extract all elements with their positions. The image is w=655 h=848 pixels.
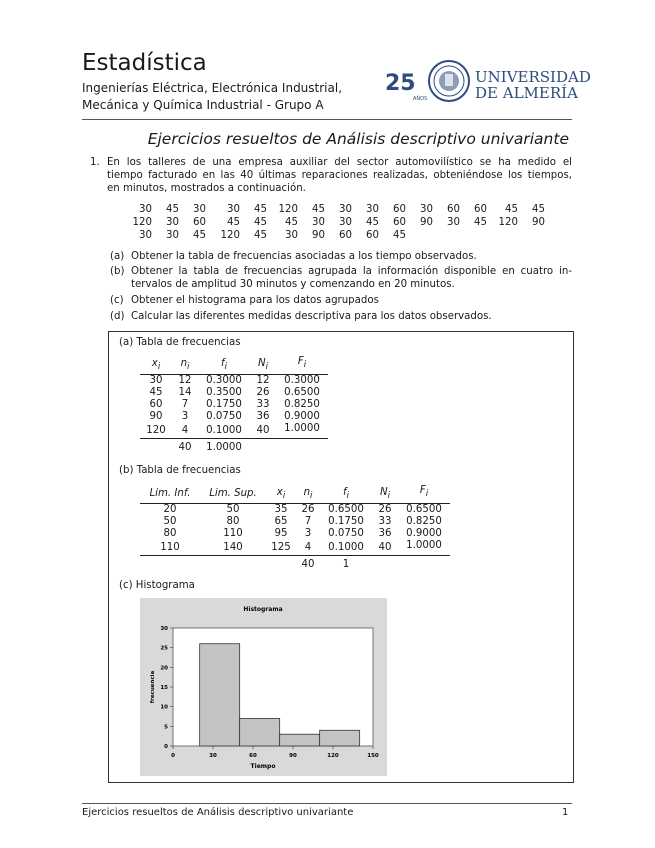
data-value: 30 bbox=[339, 217, 352, 228]
data-value: 60 bbox=[193, 217, 206, 228]
cell: 0.6500 bbox=[284, 387, 320, 399]
problem-intro-line2: tiempo facturado en las 40 últimas reparaciones realizadas, obteniéndose los tiempos, bbox=[107, 170, 572, 181]
logo-name-line1: UNIVERSIDAD bbox=[475, 68, 591, 86]
x-tick-label: 60 bbox=[249, 753, 257, 759]
cell: 3 bbox=[181, 411, 189, 423]
data-value: 45 bbox=[254, 230, 267, 241]
cell: 7 bbox=[304, 516, 312, 528]
cell: 95 bbox=[274, 528, 288, 540]
cell: 4 bbox=[181, 424, 189, 436]
document-title: Estadística bbox=[82, 50, 207, 76]
page-number: 1 bbox=[562, 807, 569, 818]
x-axis-label: Tiempo bbox=[250, 763, 276, 770]
header-rule bbox=[82, 119, 572, 120]
course-subtitle-line2: Mecánica y Química Industrial - Grupo A bbox=[82, 98, 324, 112]
cell: 0.8250 bbox=[284, 399, 320, 411]
cell: 65 bbox=[274, 516, 288, 528]
data-value: 90 bbox=[312, 230, 325, 241]
total-f: 1 bbox=[342, 559, 350, 571]
data-value: 30 bbox=[285, 230, 298, 241]
data-value: 60 bbox=[393, 217, 406, 228]
data-value: 30 bbox=[193, 204, 206, 215]
data-value: 90 bbox=[532, 217, 545, 228]
histogram-bar bbox=[280, 734, 320, 746]
data-value: 90 bbox=[420, 217, 433, 228]
course-subtitle-line1: Ingenierías Eléctrica, Electrónica Industrial, bbox=[82, 81, 343, 95]
cell: 90 bbox=[149, 411, 163, 423]
data-value: 45 bbox=[393, 230, 406, 241]
chart-title: Histograma bbox=[243, 606, 283, 613]
data-value: 30 bbox=[339, 204, 352, 215]
data-value: 45 bbox=[227, 217, 240, 228]
cell: 3 bbox=[304, 528, 312, 540]
frequency-table-b bbox=[140, 485, 450, 571]
university-seal-icon bbox=[429, 61, 469, 101]
table-row bbox=[140, 540, 450, 556]
cell: 33 bbox=[378, 516, 392, 528]
header-xi: $x_i$ bbox=[151, 357, 161, 372]
x-tick-label: 120 bbox=[327, 753, 339, 759]
cell: 30 bbox=[149, 375, 163, 387]
table-total-row bbox=[140, 439, 328, 455]
cell: 36 bbox=[256, 411, 270, 423]
data-value: 120 bbox=[220, 230, 240, 241]
item-text: Calcular las diferentes medidas descriptiva para los datos observados. bbox=[131, 311, 492, 322]
cell: 50 bbox=[226, 504, 240, 516]
histogram-title-label: (c) Histograma bbox=[119, 580, 195, 591]
cell: 26 bbox=[256, 387, 270, 399]
x-tick-label: 0 bbox=[171, 753, 175, 759]
item-text: tervalos de amplitud 30 minutos y comenzando en 20 minutos. bbox=[131, 279, 455, 290]
x-tick-label: 30 bbox=[209, 753, 217, 759]
cell: 0.1750 bbox=[206, 399, 242, 411]
table-total-row bbox=[140, 556, 450, 572]
logo-name-line2: DE ALMERÍA bbox=[475, 84, 578, 102]
cell: 0.1000 bbox=[206, 424, 242, 436]
header-ni: $n_i$ bbox=[180, 357, 190, 372]
cell: 20 bbox=[163, 504, 177, 516]
cell: 14 bbox=[178, 387, 192, 399]
data-value: 30 bbox=[166, 217, 179, 228]
data-value: 30 bbox=[166, 230, 179, 241]
data-value: 45 bbox=[366, 217, 379, 228]
table-row bbox=[140, 375, 328, 388]
data-value: 30 bbox=[447, 217, 460, 228]
x-tick-label: 150 bbox=[367, 753, 379, 759]
y-tick-label: 5 bbox=[164, 724, 168, 731]
cell: 0.1000 bbox=[328, 541, 364, 553]
data-value: 30 bbox=[139, 230, 152, 241]
cell: 0.1750 bbox=[328, 516, 364, 528]
cell: 0.9000 bbox=[284, 411, 320, 423]
footer-rule bbox=[82, 803, 572, 804]
histogram-chart bbox=[140, 598, 387, 776]
data-value: 45 bbox=[505, 204, 518, 215]
cell: 140 bbox=[223, 541, 243, 553]
cell: 80 bbox=[163, 528, 177, 540]
header-Ni: $N_i$ bbox=[258, 357, 268, 372]
cell: 12 bbox=[178, 375, 192, 387]
data-row-3 bbox=[0, 230, 655, 243]
cell: 4 bbox=[304, 541, 312, 553]
cell: 33 bbox=[256, 399, 270, 411]
item-label: (a) bbox=[110, 251, 125, 262]
table-row bbox=[140, 399, 328, 411]
item-text: Obtener la tabla de frecuencias asociadas a los tiempo observados. bbox=[131, 251, 477, 262]
data-value: 45 bbox=[312, 204, 325, 215]
table-row bbox=[140, 387, 328, 399]
data-value: 45 bbox=[474, 217, 487, 228]
data-value: 45 bbox=[193, 230, 206, 241]
total-n: 40 bbox=[301, 559, 315, 571]
header-fi: $f_i$ bbox=[343, 486, 349, 501]
cell: 120 bbox=[146, 424, 166, 436]
data-value: 30 bbox=[312, 217, 325, 228]
y-tick-label: 0 bbox=[164, 744, 168, 750]
cell: 26 bbox=[378, 504, 392, 516]
table-row bbox=[140, 528, 450, 540]
data-row-1 bbox=[0, 204, 655, 217]
data-value: 60 bbox=[474, 204, 487, 215]
data-value: 120 bbox=[278, 204, 298, 215]
cell: 80 bbox=[226, 516, 240, 528]
data-value: 45 bbox=[166, 204, 179, 215]
cell: 0.0750 bbox=[328, 528, 364, 540]
item-label: (c) bbox=[110, 295, 124, 306]
item-label: (d) bbox=[110, 311, 125, 322]
cell: 50 bbox=[163, 516, 177, 528]
table-row bbox=[140, 516, 450, 528]
cell: 40 bbox=[378, 541, 392, 553]
cell: 40 bbox=[256, 424, 270, 436]
total-n: 40 bbox=[178, 442, 192, 454]
cell: 1.0000 bbox=[406, 540, 442, 552]
cell: 35 bbox=[274, 504, 288, 516]
cell: 0.3000 bbox=[206, 375, 242, 387]
logo-badge-years: AÑOS bbox=[413, 96, 428, 102]
header-ni: $n_i$ bbox=[303, 486, 313, 501]
section-heading: Ejercicios resueltos de Análisis descriptivo univariante bbox=[147, 130, 569, 148]
cell: 125 bbox=[271, 541, 291, 553]
table-row bbox=[140, 411, 328, 423]
data-value: 30 bbox=[139, 204, 152, 215]
cell: 26 bbox=[301, 504, 315, 516]
university-logo bbox=[383, 60, 591, 102]
item-text: Obtener la tabla de frecuencias agrupada la información disponible en cuatro in- bbox=[131, 266, 572, 277]
total-f: 1.0000 bbox=[206, 442, 242, 454]
data-value: 120 bbox=[132, 217, 152, 228]
data-value: 60 bbox=[447, 204, 460, 215]
header-lim-inf: Lim. Inf. bbox=[149, 488, 191, 500]
data-value: 45 bbox=[254, 204, 267, 215]
data-value: 30 bbox=[227, 204, 240, 215]
item-label: (b) bbox=[110, 266, 125, 277]
histogram-bar bbox=[240, 718, 280, 746]
table-a-title: (a) Tabla de frecuencias bbox=[119, 337, 241, 348]
problem-intro-line1: En los talleres de una empresa auxiliar del sector automovilístico se ha medido el bbox=[107, 157, 572, 168]
histogram-bar bbox=[200, 644, 240, 746]
cell: 110 bbox=[223, 528, 243, 540]
data-value: 60 bbox=[393, 204, 406, 215]
y-tick-label: 15 bbox=[160, 685, 168, 691]
x-tick-label: 90 bbox=[289, 753, 297, 759]
table-row bbox=[140, 504, 450, 517]
histogram-bar bbox=[320, 730, 360, 746]
header-lim-sup: Lim. Sup. bbox=[209, 488, 257, 500]
item-text: Obtener el histograma para los datos agrupados bbox=[131, 295, 379, 306]
cell: 7 bbox=[181, 399, 189, 411]
data-row-2 bbox=[0, 217, 655, 230]
cell: 60 bbox=[149, 399, 163, 411]
frequency-table-a bbox=[140, 356, 328, 454]
cell: 45 bbox=[149, 387, 163, 399]
header-xi: $x_i$ bbox=[276, 486, 286, 501]
cell: 36 bbox=[378, 528, 392, 540]
data-value: 120 bbox=[498, 217, 518, 228]
cell: 0.6500 bbox=[328, 504, 364, 516]
problem-number: 1. bbox=[90, 157, 100, 168]
data-value: 45 bbox=[254, 217, 267, 228]
cell: 0.3500 bbox=[206, 387, 242, 399]
table-row bbox=[140, 423, 328, 439]
y-tick-label: 20 bbox=[160, 665, 168, 672]
cell: 0.3000 bbox=[284, 375, 320, 387]
data-value: 60 bbox=[339, 230, 352, 241]
header-Fi: $F_i$ bbox=[419, 485, 429, 500]
cell: 0.0750 bbox=[206, 411, 242, 423]
data-value: 60 bbox=[366, 230, 379, 241]
footer-text: Ejercicios resueltos de Análisis descriptivo univariante bbox=[82, 807, 354, 818]
header-fi: $f_i$ bbox=[221, 357, 227, 372]
header-Fi: $F_i$ bbox=[297, 356, 307, 371]
cell: 0.8250 bbox=[406, 516, 442, 528]
y-tick-label: 25 bbox=[160, 645, 168, 652]
cell: 12 bbox=[256, 375, 270, 387]
y-tick-label: 30 bbox=[160, 626, 168, 632]
y-axis-label: frecuencia bbox=[150, 670, 156, 704]
data-value: 45 bbox=[532, 204, 545, 215]
cell: 0.9000 bbox=[406, 528, 442, 540]
table-b-title: (b) Tabla de frecuencias bbox=[119, 465, 241, 476]
logo-badge-text: 25 bbox=[385, 71, 416, 96]
cell: 0.6500 bbox=[406, 504, 442, 516]
cell: 1.0000 bbox=[284, 423, 320, 435]
y-tick-label: 10 bbox=[160, 704, 168, 711]
data-value: 45 bbox=[285, 217, 298, 228]
problem-intro-line3: en minutos, mostrados a continuación. bbox=[107, 183, 306, 194]
cell: 110 bbox=[160, 541, 180, 553]
data-value: 30 bbox=[366, 204, 379, 215]
header-Ni: $N_i$ bbox=[380, 486, 390, 501]
data-value: 30 bbox=[420, 204, 433, 215]
